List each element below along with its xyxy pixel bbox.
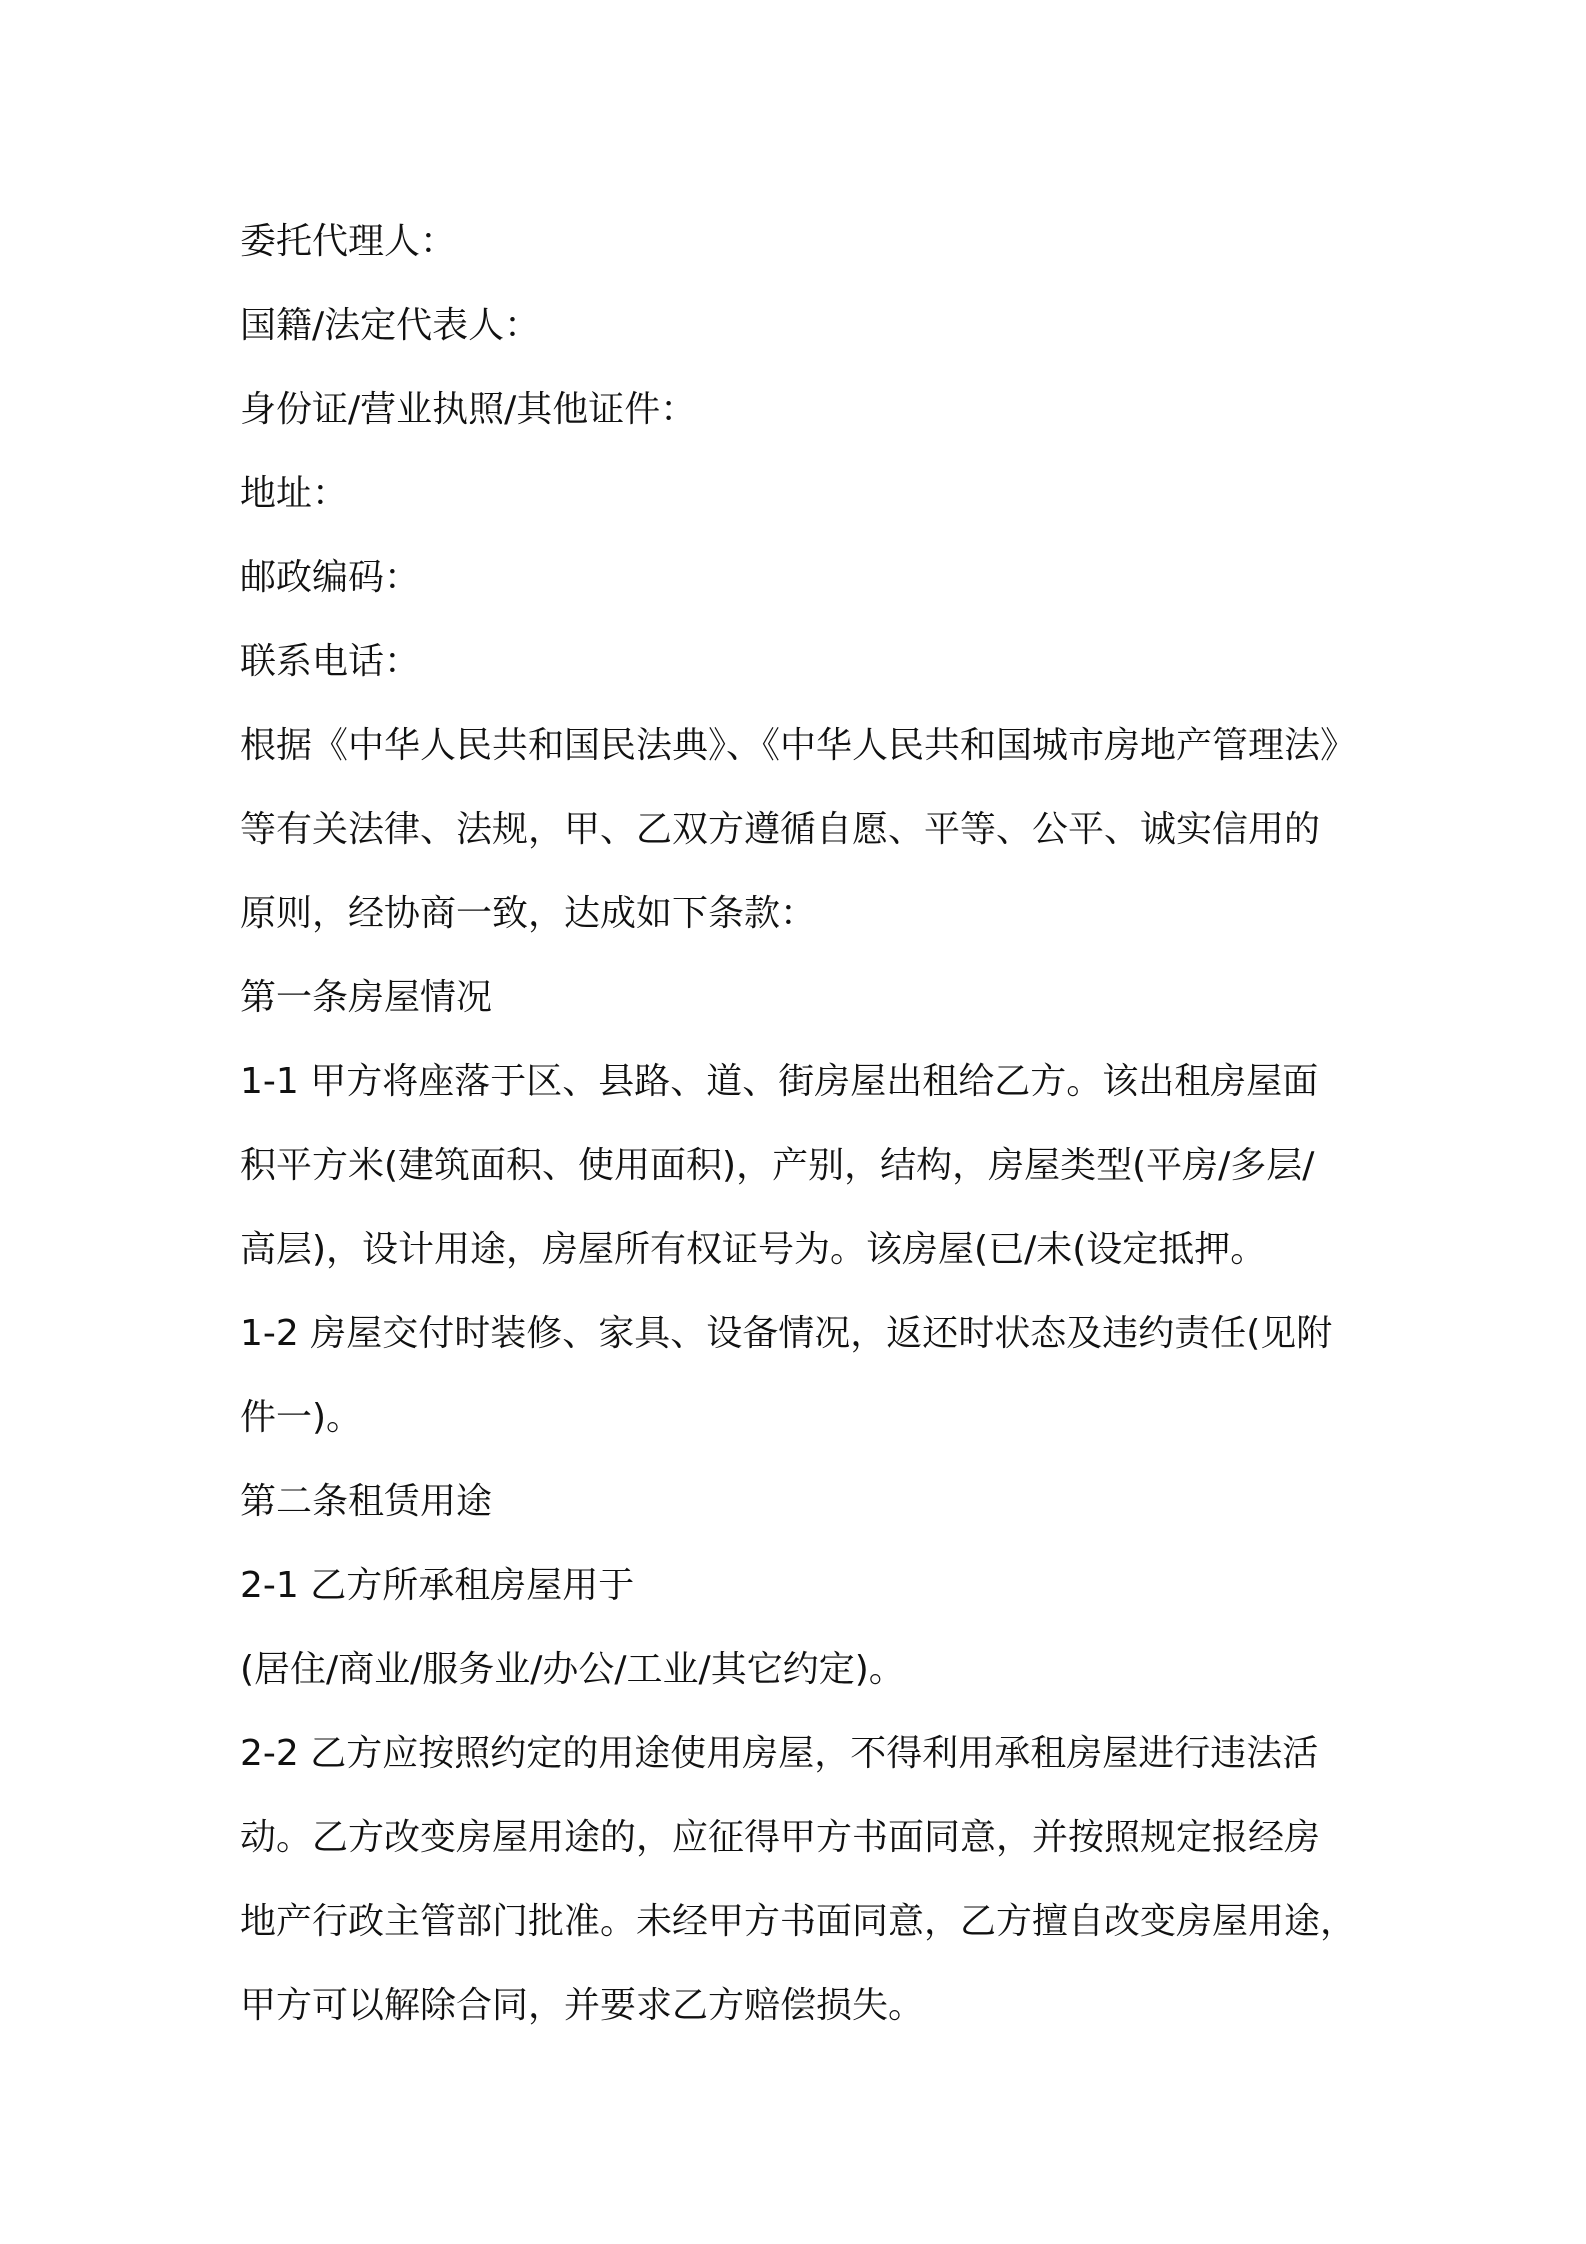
document-body: [240, 200, 1360, 2048]
clause-2-2-line: 甲方可以解除合同，并要求乙方赔偿损失。: [240, 1985, 925, 2026]
clause-2-1-line: 2-1 乙方所承租房屋用于: [240, 1565, 635, 1606]
clause-2-2-line: 2-2 乙方应按照约定的用途使用房屋，不得利用承租房屋进行违法活: [240, 1733, 1319, 1774]
preamble-line: 原则，经协商一致，达成如下条款：: [240, 893, 817, 934]
clause-2-1-line: (居住/商业/服务业/办公/工业/其它约定)。: [240, 1649, 905, 1690]
clause-1-1-line: 高层)，设计用途，房屋所有权证号为。该房屋(已/未(设定抵押。: [240, 1229, 1267, 1270]
field-agent: 委托代理人：: [240, 221, 457, 262]
field-address: 地址：: [240, 473, 349, 514]
article-1-heading: 第一条房屋情况: [240, 977, 493, 1018]
field-postal-code: 邮政编码：: [240, 557, 421, 598]
field-nationality-legal-rep: 国籍/法定代表人：: [240, 305, 541, 346]
clause-2-2-line: 地产行政主管部门批准。未经甲方书面同意，乙方擅自改变房屋用途，: [240, 1901, 1357, 1942]
clause-1-2-line: 件一)。: [240, 1397, 363, 1438]
preamble-line: 根据《中华人民共和国民法典》、《中华人民共和国城市房地产管理法》: [240, 725, 1357, 766]
field-id-documents: 身份证/营业执照/其他证件：: [240, 389, 697, 430]
field-phone: 联系电话：: [240, 641, 421, 682]
clause-1-2-line: 1-2 房屋交付时装修、家具、设备情况，返还时状态及违约责任(见附: [240, 1313, 1333, 1354]
clause-1-1-line: 积平方米(建筑面积、使用面积)，产别，结构，房屋类型(平房/多层/: [240, 1145, 1315, 1186]
clause-2-2-line: 动。乙方改变房屋用途的，应征得甲方书面同意，并按照规定报经房: [240, 1817, 1321, 1858]
preamble-line: 等有关法律、法规，甲、乙双方遵循自愿、平等、公平、诚实信用的: [240, 809, 1321, 850]
clause-1-1-line: 1-1 甲方将座落于区、县路、道、街房屋出租给乙方。该出租房屋面: [240, 1061, 1319, 1102]
article-2-heading: 第二条租赁用途: [240, 1481, 493, 1522]
